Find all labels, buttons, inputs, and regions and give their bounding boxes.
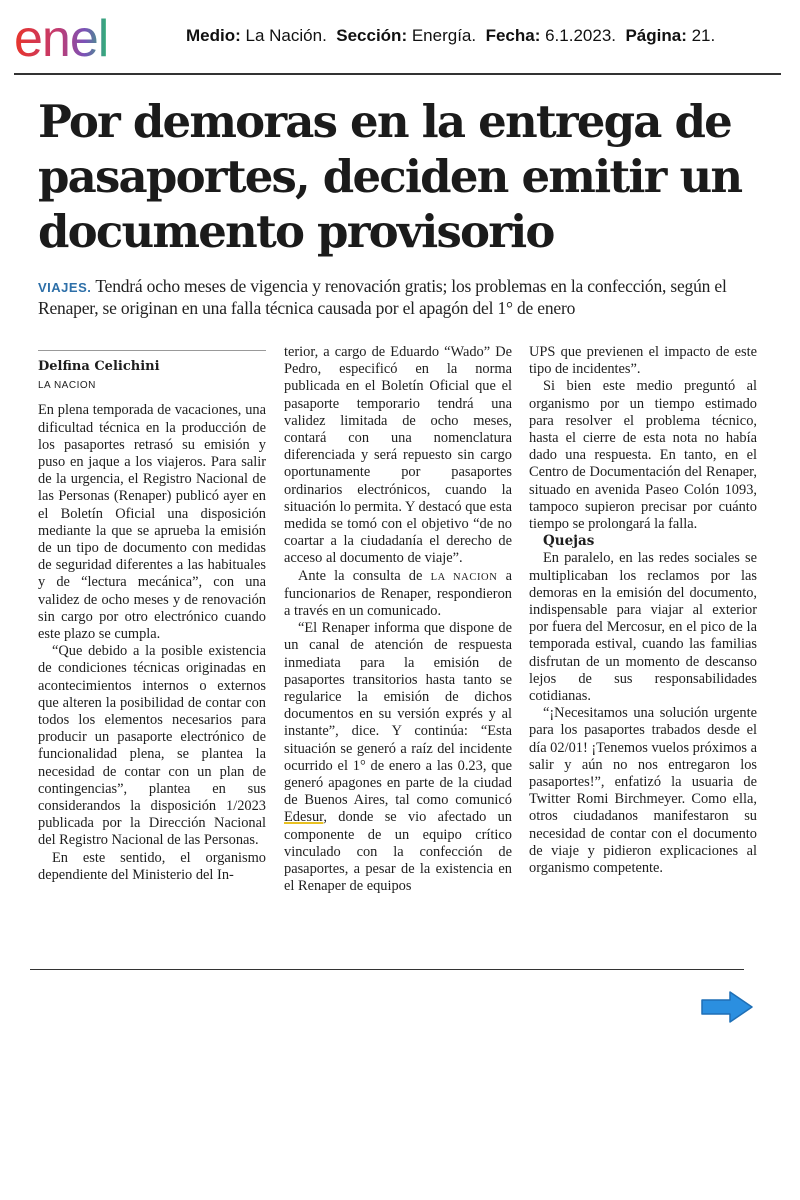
paragraph: “¡Necesitamos una solución urgente para los pasaportes trabados desde el día 02/01! ¡Tenemos vuelos próximos a salir y aún no nos entregaron los pasaportes!”, enfatizó la usuaria de Twitter Romi Birchmeyer. Como ella, otros ciudadanos manifestaron su necesidad de contar con el documento de viaje y pidieron explicaciones al organismo competente. bbox=[529, 705, 758, 877]
outlet-name: LA NACION bbox=[430, 571, 498, 583]
paragraph: En este sentido, el organismo dependiente del Ministerio del In- bbox=[38, 849, 266, 883]
medio-value: La Nación. bbox=[245, 26, 327, 45]
paragraph bbox=[284, 568, 512, 621]
section-kicker: VIAJES. bbox=[38, 280, 92, 295]
paragraph-text: “El Renaper informa que dispone de un canal de atención de respuesta inmediata para la emisión de pasaportes transitorios hasta tanto se regularice la emisión de dichos documentos en su versión exprés y al instante”, dice. Y continúa: “Esta situación se generó a raíz del incidente ocurrido el 1° de enero a las 0.23, que generó apagones en parte de la ciudad de Buenos Aires, tal como comunicó bbox=[284, 620, 512, 809]
paragraph: “Que debido a la posible existencia de condiciones técnicas originadas en acontecimientos internos o externos que alteren la posibilidad de contar con todos los elementos necesarios para producir un pasaporte electrónico de funcionalidad plena, se plantea la necesidad de contar con un plan de contingencias”, plantea en sus considerandos la disposición 1/2023 publicada por la Dirección Nacional del Registro Nacional de las Personas. bbox=[38, 643, 266, 849]
medio-label: Medio: bbox=[186, 26, 241, 45]
seccion-value: Energía. bbox=[411, 26, 477, 45]
article-deck bbox=[38, 276, 758, 318]
deck-text: Tendrá ocho meses de vigencia y renovación gratis; los problemas en la confección, según el Renaper, se originan en una falla técnica causada por el apagón del 1° de enero bbox=[38, 276, 727, 318]
right-arrow-icon[interactable] bbox=[700, 990, 754, 1024]
paragraph-text: Ante la consulta de bbox=[298, 567, 423, 584]
paragraph bbox=[284, 620, 512, 895]
enel-logo bbox=[14, 14, 172, 68]
seccion-label: Sección: bbox=[336, 26, 408, 45]
edesur-highlight: Edesur bbox=[284, 809, 324, 826]
paragraph: En paralelo, en las redes sociales se multiplicaban los reclamos por las demoras en la emisión del documento, indispensable para viajar al exterior por fuera del Mercosur, en el pico de la temporada estival, cuando las familias disfrutan de un momento de descanso lejos de sus responsabilidades cotidianas. bbox=[529, 550, 757, 705]
svg-text:enel: enel bbox=[14, 14, 109, 68]
outlet-credit: LA NACION bbox=[38, 380, 96, 392]
article-headline: Por demoras en la entrega de pasaportes, deciden emitir un documento provisorio bbox=[38, 95, 742, 258]
pagina-value: 21. bbox=[691, 26, 716, 45]
fecha-value: 6.1.2023. bbox=[545, 26, 616, 45]
header-divider bbox=[14, 73, 781, 75]
paragraph-text: , donde se vio afectado un componente de un equipo crítico vinculado con la confección de pasaportes, a pesar de la existencia en el Renaper de equipos bbox=[284, 809, 512, 895]
byline: Delfina Celichini bbox=[38, 359, 160, 374]
article-column-3 bbox=[529, 344, 757, 877]
paragraph: terior, a cargo de Eduardo “Wado” De Pedro, especificó en la norma publicada en el Boletín Oficial que el pasaporte temporario tendrá una validez limitada de ocho meses, contará con una nomenclatura diferenciada y será repuesto sin cargo oportunamente por pasaportes ordinarios electrónicos, cuando la situación lo permita. Y destacó que esta medida se tomó con el objetivo “de no coartar a la ciudadanía el derecho de acceso al documento de viaje”. bbox=[284, 344, 512, 567]
article-column-1 bbox=[38, 358, 266, 884]
article-column-2 bbox=[284, 344, 512, 896]
column-rule bbox=[38, 350, 266, 351]
pagina-label: Página: bbox=[625, 26, 687, 45]
subheading: Quejas bbox=[543, 533, 595, 550]
document-metadata bbox=[186, 26, 715, 46]
paragraph: Si bien este medio preguntó al organismo por un tiempo estimado para resolver el problema técnico, hasta el cierre de esta nota no había dado una respuesta. En tanto, en el Centro de Documentación del Renaper, situado en avenida Paseo Colón 1093, tampoco supieron precisar por cuánto tiempo se prolongará la falla. bbox=[529, 378, 757, 533]
footer-divider bbox=[30, 969, 744, 970]
paragraph: UPS que previenen el impacto de este tipo de incidentes”. bbox=[529, 344, 757, 378]
paragraph: En plena temporada de vacaciones, una dificultad técnica en la producción de los pasaportes retrasó su emisión y puso en jaque a los viajeros. Para salir de la urgencia, el Registro Nacional de las Personas (Renaper) publicó ayer en el Boletín Oficial una disposición mediante la que se aprueba la emisión de un tipo de documento con medidas de seguridad diferentes a las habituales y de “lectura mecánica”, con una validez de ocho meses y de renovación sin cargo por otro electrónico cuando este plazo se cumpla. bbox=[38, 402, 266, 643]
fecha-label: Fecha: bbox=[485, 26, 541, 45]
paragraph-text: a funcionarios de Renaper, respondieron a través en un comunicado. bbox=[284, 567, 512, 620]
